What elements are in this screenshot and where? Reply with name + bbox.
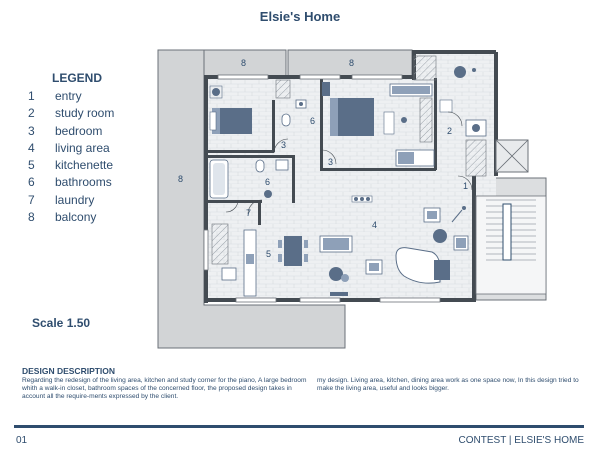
description-right: my design. Living area, kitchen, dining area work as one space now, In this design tried to make the living area, useful and looks bigger. xyxy=(317,377,579,393)
legend-label: balcony xyxy=(55,210,97,225)
legend-label: bedroom xyxy=(55,123,103,138)
legend-item xyxy=(28,106,114,123)
legend-label: study room xyxy=(55,106,115,121)
legend-number: 2 xyxy=(28,106,35,121)
legend-number: 3 xyxy=(28,123,35,138)
plan-label-bedroom: 3 xyxy=(281,140,287,150)
legend-label: entry xyxy=(55,89,82,103)
plan-label-bathroom: 6 xyxy=(310,116,316,126)
wall-bed-b-right xyxy=(434,78,437,170)
scale-label: Scale 1.50 xyxy=(32,316,91,330)
legend-number: 6 xyxy=(28,175,35,190)
wall-bath-a-left xyxy=(272,100,275,152)
description-left: Regarding the redesign of the living area, kitchen and study corner for the piano, A large bedroom whith a walk-in closet, bathroom spaces of the concerned floor, the proposed design takes in account all the require-ments expressed by the client. xyxy=(22,377,307,401)
description-heading: DESIGN DESCRIPTION xyxy=(22,366,116,376)
plan-label-study: 2 xyxy=(447,126,453,136)
wall-right-lower xyxy=(472,176,476,302)
legend-label: bathrooms xyxy=(55,175,112,190)
legend-item xyxy=(28,124,114,141)
legend-item xyxy=(28,89,114,106)
wall-bedroom-a-bottom xyxy=(206,150,274,153)
legend-label: kitchenette xyxy=(55,158,114,173)
wall-bath-b-top xyxy=(206,155,294,158)
legend-item xyxy=(28,175,114,192)
plan-label-laundry: 7 xyxy=(246,208,252,218)
wall-bed-b-bottom xyxy=(320,168,436,171)
plan-label-bedroom: 3 xyxy=(328,157,334,167)
legend-label: laundry xyxy=(55,192,95,207)
plan-label-kitchen: 5 xyxy=(266,249,272,259)
legend-heading: LEGEND xyxy=(52,71,103,85)
footer-divider xyxy=(14,425,584,428)
plan-label-balcony: 8 xyxy=(349,58,355,68)
wall-bath-b-right xyxy=(292,155,295,203)
wall-top-right2 xyxy=(412,50,496,54)
plan-label-balcony: 8 xyxy=(178,174,184,184)
legend-number: 4 xyxy=(28,140,35,155)
legend-number: 1 xyxy=(28,89,35,103)
legend-label: living area xyxy=(55,140,110,155)
plan-label-living: 4 xyxy=(372,220,378,230)
study-chair xyxy=(454,66,466,78)
legend-list xyxy=(28,89,114,227)
footer-title: CONTEST | ELSIE'S HOME xyxy=(458,435,584,446)
legend-item xyxy=(28,193,114,210)
page-number: 01 xyxy=(16,435,28,446)
legend-item xyxy=(28,158,114,175)
dining-table xyxy=(284,236,302,266)
plan-label-entry: 1 xyxy=(463,181,469,191)
floor-plan xyxy=(150,40,560,360)
legend-number: 5 xyxy=(28,158,35,173)
legend-item xyxy=(28,141,114,158)
legend-number: 8 xyxy=(28,210,35,225)
legend-item xyxy=(28,210,114,227)
wall-laundry-right xyxy=(258,203,261,225)
plan-label-bathroom: 6 xyxy=(265,177,271,187)
legend-number: 7 xyxy=(28,192,35,207)
page-title: Elsie's Home xyxy=(259,9,341,24)
toilet-a xyxy=(282,114,290,126)
plan-label-balcony: 8 xyxy=(241,58,247,68)
